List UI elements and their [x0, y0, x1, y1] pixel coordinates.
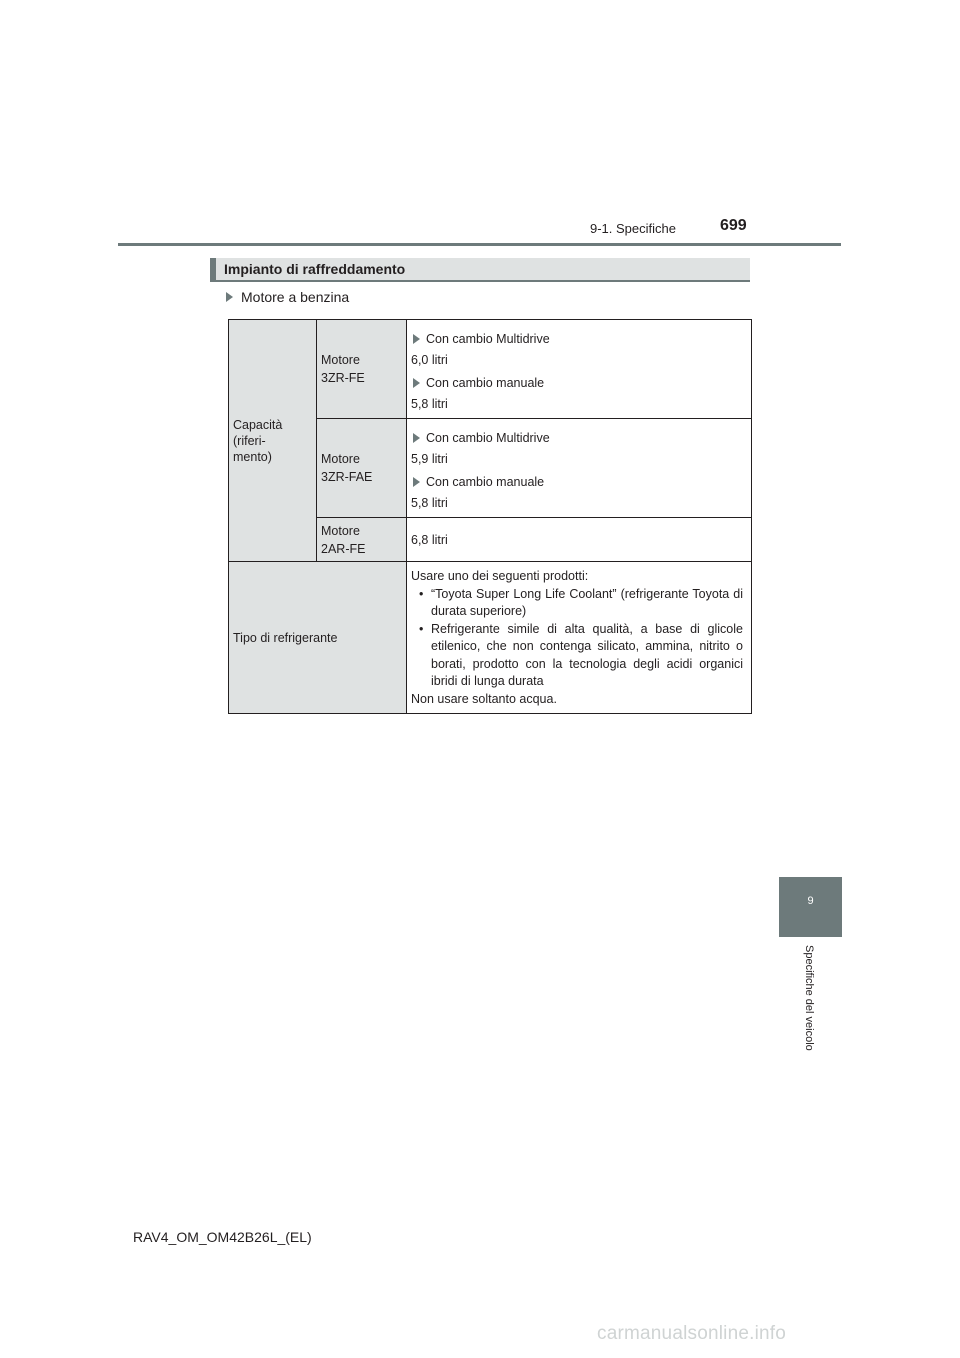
triangle-bullet-icon	[413, 433, 420, 443]
engine-name-line: Motore	[321, 353, 360, 367]
chapter-number: 9	[807, 895, 814, 907]
engine-name-line: 3ZR-FE	[321, 371, 365, 385]
cooling-spec-table	[228, 319, 752, 714]
coolant-value-cell	[407, 562, 752, 714]
triangle-bullet-icon	[413, 334, 420, 344]
capacity-value-cell	[407, 419, 752, 518]
capacity-value-cell	[407, 320, 752, 419]
capacity-label-line: (riferi-	[233, 433, 266, 448]
capacity-label-cell	[229, 320, 317, 562]
triangle-bullet-icon	[226, 292, 233, 302]
coolant-bullet-list	[411, 586, 743, 691]
capacity-label-line: mento)	[233, 449, 272, 464]
engine-name-line: Motore	[321, 452, 360, 466]
section-title-bar	[210, 258, 750, 282]
engine-name-line: 2AR-FE	[321, 541, 366, 556]
option-row	[411, 375, 751, 391]
subheading-text: Motore a benzina	[241, 289, 350, 305]
page-number: 699	[720, 217, 747, 234]
section-title: Impianto di raffreddamento	[224, 261, 406, 277]
list-item: • Refrigerante simile di alta qualità, a base di glicole etilenico, che non contenga silicato, ammina, nitrito o borati, prodotto con la tecnologia degli acidi organici ibridi di lunga durata	[411, 621, 743, 691]
option-label: Con cambio Multidrive	[426, 332, 550, 346]
watermark: carmanualsonline.info	[597, 1323, 787, 1344]
option-label: Con cambio manuale	[426, 376, 545, 390]
chapter-label: Specifiche del veicolo	[803, 945, 815, 1051]
engine-name-line: Motore	[321, 523, 360, 538]
header-section-title: 9-1. Specifiche	[590, 221, 676, 236]
triangle-bullet-icon	[413, 477, 420, 487]
chapter-tab	[779, 877, 842, 937]
list-item: • “Toyota Super Long Life Coolant” (refrigerante Toyota di durata superiore)	[411, 586, 743, 621]
capacity-label-line: Capacità	[233, 417, 283, 432]
engine-cell	[317, 518, 407, 562]
section-accent	[210, 258, 216, 280]
capacity-value-cell: 6,8 litri	[407, 518, 752, 562]
engine-name-line: 3ZR-FAE	[321, 470, 373, 484]
option-value: 6,0 litri	[411, 353, 448, 367]
coolant-note: Non usare soltanto acqua.	[411, 691, 557, 706]
header-divider	[118, 243, 841, 246]
subheading	[226, 289, 349, 305]
engine-cell	[317, 419, 407, 518]
option-value: 5,9 litri	[411, 452, 448, 466]
document-code: RAV4_OM_OM42B26L_(EL)	[133, 1229, 312, 1245]
option-row	[411, 474, 751, 490]
option-value: 5,8 litri	[411, 397, 448, 411]
option-label: Con cambio manuale	[426, 475, 545, 489]
coolant-label-cell: Tipo di refrigerante	[229, 562, 407, 714]
option-row	[411, 430, 751, 446]
triangle-bullet-icon	[413, 378, 420, 388]
engine-cell	[317, 320, 407, 419]
option-label: Con cambio Multidrive	[426, 431, 550, 445]
option-value: 5,8 litri	[411, 496, 448, 510]
coolant-intro: Usare uno dei seguenti prodotti:	[411, 569, 589, 583]
table-row	[229, 562, 752, 714]
option-row	[411, 331, 751, 347]
table-row	[229, 320, 752, 419]
